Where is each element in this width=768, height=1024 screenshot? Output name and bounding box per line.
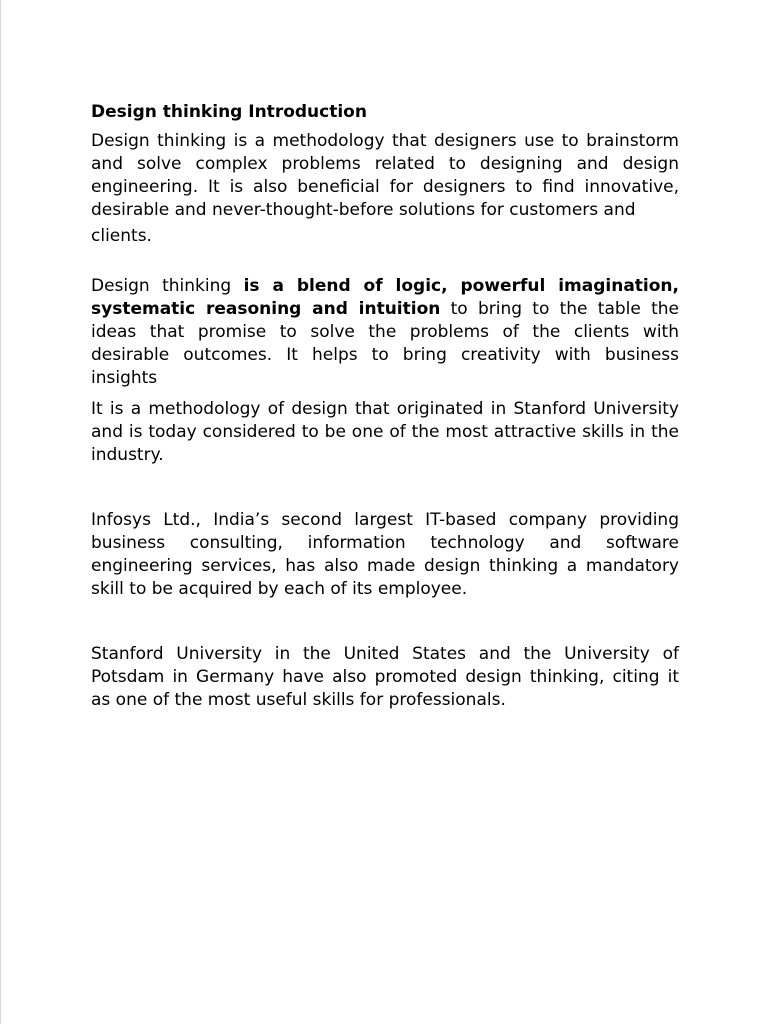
- paragraph-blend-bold: is a blend of logic, powerful imagination, systematic reasoning and intuition: [91, 276, 679, 319]
- paragraph-intro-last-word: clients.: [91, 226, 152, 246]
- paragraph-blend: [91, 275, 679, 390]
- paragraph-blend-rest: to bring to the table the ideas that promise to solve the problems of the clients with desirable outcomes. It helps to bring creativity with business insights: [91, 299, 679, 388]
- document-body: [91, 100, 679, 712]
- document-heading: Design thinking Introduction: [91, 102, 367, 122]
- paragraph-universities: Stanford University in the United States and the University of Potsdam in Germany have also promoted design thinking, citing it as one of the most useful skills for professionals.: [91, 644, 679, 710]
- paragraph-intro: [91, 130, 679, 248]
- paragraph-stanford-origin: It is a methodology of design that originated in Stanford University and is today considered to be one of the most attractive skills in the industry.: [91, 399, 679, 465]
- paragraph-infosys: Infosys Ltd., India’s second largest IT-based company providing business consulting, information technology and software engineering services, has also made design thinking a mandatory skill to be acquired by each of its employee.: [91, 510, 679, 599]
- paragraph-blend-lead: Design thinking: [91, 276, 244, 296]
- paragraph-intro-text: Design thinking is a methodology that designers use to brainstorm and solve complex problems related to designing and design engineering. It is also beneficial for designers to find innovative, desirable and never-thought-before solutions for customers and: [91, 131, 679, 220]
